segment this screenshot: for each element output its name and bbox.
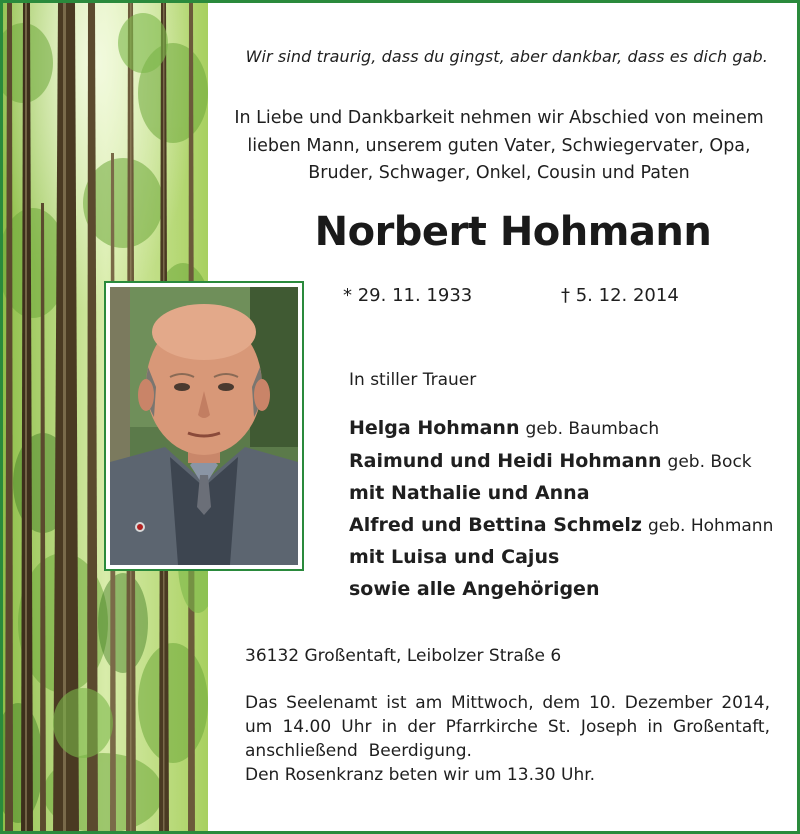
service-line: um 14.00 Uhr in der Pfarrkirche St. Joseph in Großentaft, xyxy=(245,717,770,737)
mourner-name: Alfred und Bettina Schmelz xyxy=(349,513,642,536)
service-info xyxy=(245,691,770,787)
birth-date: * 29. 11. 1933 xyxy=(343,285,473,306)
intro-line: lieben Mann, unserem guten Vater, Schwiegervater, Opa, xyxy=(247,135,751,156)
mourner-note: geb. Baumbach xyxy=(525,419,660,439)
mourner-line xyxy=(349,510,789,543)
intro-text xyxy=(233,105,765,188)
mourner-name: sowie alle Angehörigen xyxy=(349,577,600,600)
mourner-note: geb. Bock xyxy=(667,451,752,472)
mourner-name: mit Luisa und Cajus xyxy=(349,546,560,568)
mourner-name: mit Nathalie und Anna xyxy=(349,482,590,504)
service-line: Das Seelenamt ist am Mittwoch, dem 10. Dezember 2014, xyxy=(245,693,770,713)
mourner-line xyxy=(349,542,789,574)
intro-line: In Liebe und Dankbarkeit nehmen wir Abschied von meinem xyxy=(234,108,764,128)
address: 36132 Großentaft, Leibolzer Straße 6 xyxy=(245,646,562,666)
mourners-list xyxy=(349,413,789,605)
mourner-name: Helga Hohmann xyxy=(349,417,520,439)
mourning-label: In stiller Trauer xyxy=(349,370,477,390)
death-date: † 5. 12. 2014 xyxy=(561,285,679,306)
mourner-note: geb. Hohmann xyxy=(648,515,774,536)
service-line: anschließend Beerdigung. xyxy=(245,741,472,761)
mourner-name: Raimund und Heidi Hohmann xyxy=(349,449,662,472)
portrait-photo xyxy=(110,287,298,565)
intro-line: Bruder, Schwager, Onkel, Cousin und Paten xyxy=(308,163,690,183)
portrait-frame xyxy=(104,281,304,571)
deceased-name: Norbert Hohmann xyxy=(314,209,712,255)
mourner-line xyxy=(349,478,789,510)
service-line: Den Rosenkranz beten wir um 13.30 Uhr. xyxy=(245,765,596,785)
mourner-line xyxy=(349,574,789,606)
mourner-line xyxy=(349,413,789,446)
mourner-line xyxy=(349,446,789,479)
motto: Wir sind traurig, dass du gingst, aber dankbar, dass es dich gab. xyxy=(245,47,768,66)
